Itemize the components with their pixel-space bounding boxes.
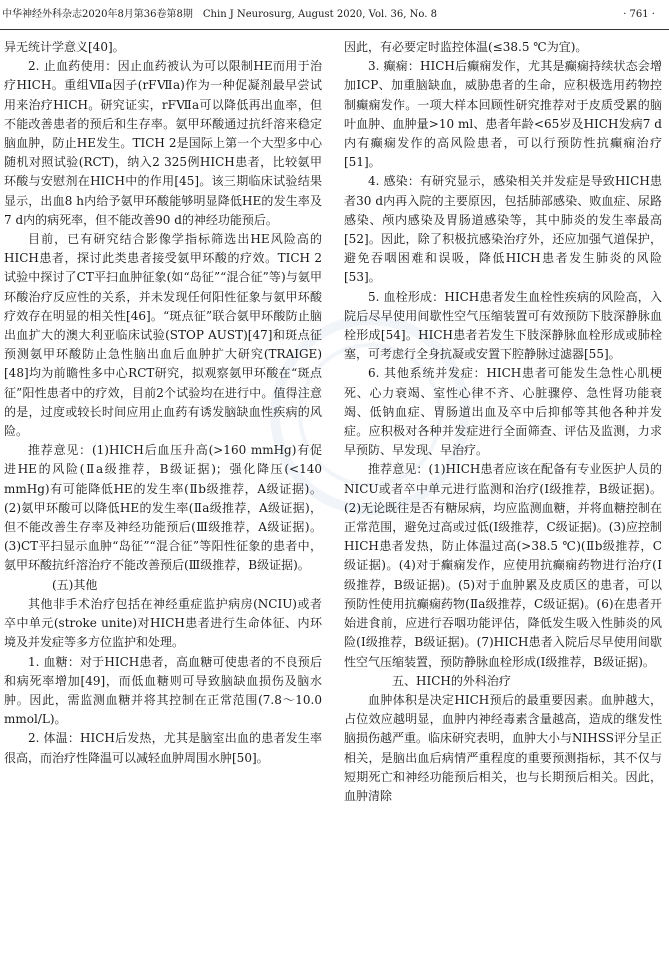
recommendation-paragraph: 推荐意见：(1)HICH后血压升高(>160 mmHg)有促进HE的风险(Ⅱa级推荐，B级证据)；强化降压(<140 mmHg)有可能降低HE的发生率(Ⅱb级推荐，A级证据)。(2)氨甲环酸可以降低HE的发生率(Ⅱa级推荐，A级证据)，但不能改善生存率及神经功能预后(Ⅲ级推荐，A级证据)。(3)CT平扫显示血肿“岛征”“混合征”等阳性征象的患者中，氨甲环酸抗纤溶治疗不能改善预后(Ⅲ级推荐，B级证据)。 xyxy=(4,443,322,573)
paragraph: 5. 血栓形成：HICH患者发生血栓性疾病的风险高，入院后尽早使用间歇性空气压缩装置可有效预防下肢深静脉血栓形成[54]。HICH患者若发生下肢深静脉血栓形成或肺栓塞，可考虑行全身抗凝或安置下腔静脉过滤器[55]。 xyxy=(344,289,662,362)
paragraph: 3. 癫痫：HICH后癫痫发作，尤其是癫痫持续状态会增加ICP、加重脑缺血，威胁患者的生命，应积极选用药物控制癫痫发作。一项大样本回顾性研究推荐对于皮质受累的脑叶血肿、血肿量>10 ml、患者年龄<65岁及HICH发病7 d内有癫痫发作的高风险患者，可以行预防性抗癫痫治疗[51]。 xyxy=(344,59,662,170)
paragraph: 因此，有必要定时监控体温(≤38.5 ℃为宜)。 xyxy=(344,40,588,54)
paragraph: 6. 其他系统并发症：HICH患者可能发生急性心肌梗死、心力衰竭、室性心律不齐、心脏骤停、急性肾功能衰竭、低钠血症、胃肠道出血及卒中后抑郁等其他各种并发症。应积极对各种并发症进行全面筛查、评估及监测，力求早预防、早发现、早治疗。 xyxy=(344,366,662,458)
right-column xyxy=(344,38,662,806)
recommendation-paragraph: 推荐意见：(1)HICH患者应该在配备有专业医护人员的NICU或者卒中单元进行监测和治疗(Ⅰ级推荐，B级证据)。(2)无论既往是否有糖尿病，均应监测血糖，并将血糖控制在正常范围，避免过高或过低(Ⅰ级推荐，C级证据)。(3)应控制HICH患者发热，防止体温过高(>38.5 ℃)(Ⅱb级推荐，C级证据)。(4)对于癫痫发作，应使用抗癫痫药物进行治疗(Ⅰ级推荐，B级证据)。(5)对于血肿累及皮质区的患者，可以预防性使用抗癫痫药物(Ⅱa级推荐，C级证据)。(6)在患者开始进食前，应进行吞咽功能评估，降低发生吸入性肺炎的风险(Ⅰ级推荐，B级证据)。(7)HICH患者入院后尽早使用间歇性空气压缩装置，预防静脉血栓形成(Ⅰ级推荐，B级证据)。 xyxy=(344,462,662,669)
paragraph: 异无统计学意义[40]。 xyxy=(4,40,125,54)
paragraph: 血肿体积是决定HICH预后的最重要因素。血肿越大，占位效应越明显，血肿内神经毒素含量越高，造成的继发性脑损伤越严重。临床研究表明，血肿大小与NIHSS评分呈正相关，是脑出血后病情严重程度的重要预测指标，其不仅与短期死亡和神经功能预后相关，也与长期预后相关。因此，血肿清除 xyxy=(344,692,662,803)
section-heading: (五)其他 xyxy=(52,577,98,592)
header-rule xyxy=(0,29,669,30)
paragraph: 目前，已有研究结合影像学指标筛选出HE风险高的HICH患者，探讨此类患者接受氨甲环酸的疗效。TICH 2试验中探讨了CT平扫血肿征象(如“岛征”“混合征”等)与氨甲环酸治疗反应性的关系，并未发现任何阳性征象与氨甲环酸疗效存在明显的相关性[46]。“斑点征”联合氨甲环酸防止脑出血扩大的澳大利亚临床试验(STOP AUST)[47]和斑点征预测氨甲环酸防止急性脑出血后血肿扩大研究(TRAIGE)[48]均为前瞻性多中心RCT研究，拟观察氨甲环酸在“斑点征”阳性患者中的疗效，目前2个试验均在进行中。值得注意的是，过度或较长时间应用止血药有诱发脑缺血性疾病的风险。 xyxy=(4,232,322,439)
left-column xyxy=(4,38,322,768)
journal-running-title: 中华神经外科杂志2020年8月第36卷第8期 Chin J Neurosurg, August 2020, Vol. 36, No. 8 xyxy=(2,9,437,20)
paragraph: 2. 体温：HICH后发热，尤其是脑室出血的患者发生率很高，而治疗性降温可以减轻血肿周围水肿[50]。 xyxy=(4,731,322,765)
paragraph: 4. 感染：有研究显示，感染相关并发症是导致HICH患者30 d内再入院的主要原因，包括肺部感染、败血症、尿路感染、颅内感染及胃肠道感染等，其中肺炎的发生率最高[52]。因此，除了积极抗感染治疗外，还应加强气道保护，避免吞咽困难和误吸，降低HICH患者发生肺炎的风险[53]。 xyxy=(344,174,662,285)
paragraph: 1. 血糖：对于HICH患者，高血糖可使患者的不良预后和病死率增加[49]，而低血糖则可导致脑缺血损伤及脑水肿。因此，需监测血糖并将其控制在正常范围(7.8～10.0 mmol/L)。 xyxy=(4,654,322,727)
page-header xyxy=(0,0,669,30)
paragraph: 2. 止血药使用：因止血药被认为可以限制HE而用于治疗HICH。重组Ⅶa因子(rFⅦa)作为一种促凝剂最早尝试用来治疗HICH。研究证实，rFⅦa可以降低再出血率，但不能改善患者的预后和生存率。氨甲环酸通过抗纤溶来稳定脑血肿，防止HE发生。TICH 2是国际上第一个大型多中心随机对照试验(RCT)，纳入2 325例HICH患者，比较氨甲环酸与安慰剂在HICH中的作用[45]。该三期临床试验结果显示，出血8 h内给予氨甲环酸能够明显降低HE的发生率及7 d内的病死率，但不能改善90 d的神经功能预后。 xyxy=(4,59,322,227)
page-number: · 761 · xyxy=(623,9,655,20)
paragraph: 其他非手术治疗包括在神经重症监护病房(NCIU)或者卒中单元(stroke unite)对HICH患者进行生命体征、内环境及并发症等多方位监护和处理。 xyxy=(4,596,322,650)
section-heading: 五、HICH的外科治疗 xyxy=(392,673,511,688)
